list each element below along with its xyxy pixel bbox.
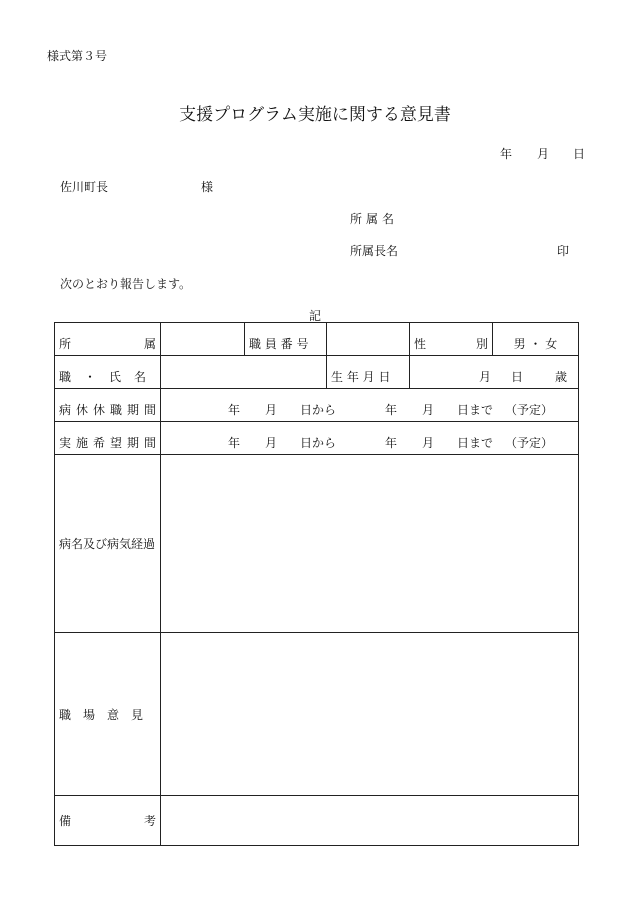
illness-label: 病名及び病気経過: [59, 537, 156, 551]
workplace-opinion-field[interactable]: [161, 633, 579, 796]
document-title: 支援プログラム実施に関する意見書: [179, 105, 451, 125]
program-period-label: 実施希望期間: [59, 436, 156, 450]
birthdate-label-cell: [327, 356, 410, 389]
row-illness: [55, 455, 579, 633]
birth-month-label: 月: [479, 370, 492, 384]
sex-options: 男 ・ 女: [513, 337, 558, 351]
row-remarks: [55, 796, 579, 846]
department-label: 所属名: [350, 212, 399, 226]
birthdate-field[interactable]: [410, 356, 579, 389]
program-from-month: 月: [265, 436, 278, 450]
row-name: [55, 356, 579, 389]
age-unit-label: 歳: [555, 370, 568, 384]
name-field[interactable]: [161, 356, 327, 389]
row-program-period: [55, 422, 579, 455]
name-label: 職・氏名: [59, 370, 146, 384]
affiliation-field[interactable]: [161, 323, 245, 356]
remarks-label: 備考: [59, 814, 156, 828]
employee-number-field[interactable]: [327, 323, 410, 356]
affiliation-label-cell: [55, 323, 161, 356]
leave-from-year: 年: [228, 403, 241, 417]
form-number: 様式第３号: [47, 49, 108, 63]
ki-heading: 記: [308, 309, 321, 323]
workplace-label-cell: [55, 633, 161, 796]
leave-planned-note: （予定）: [505, 403, 554, 417]
program-planned-note: （予定）: [505, 436, 554, 450]
illness-field[interactable]: [161, 455, 579, 633]
employee-number-label: 職 員 番 号: [249, 337, 309, 351]
leave-to-day: 日まで: [457, 403, 494, 417]
sex-label: 性別: [414, 337, 488, 351]
leave-period-field[interactable]: [161, 389, 579, 422]
program-from-year: 年: [228, 436, 241, 450]
workplace-opinion-label: 職 場 意 見: [59, 707, 144, 722]
birth-day-label: 日: [511, 370, 524, 384]
honorific: 様: [201, 180, 214, 194]
leave-from-day: 日から: [300, 403, 337, 417]
program-label-cell: [55, 422, 161, 455]
sex-label-cell: [410, 323, 493, 356]
date-month-label: 月: [537, 147, 550, 161]
seal-mark: 印: [557, 244, 570, 258]
program-to-year: 年: [385, 436, 398, 450]
leave-label-cell: [55, 389, 161, 422]
program-from-day: 日から: [300, 436, 337, 450]
leave-period-label: 病休休職期間: [59, 403, 156, 417]
row-workplace-opinion: [55, 633, 579, 796]
intro-text: 次のとおり報告します。: [60, 277, 192, 291]
sex-options-field[interactable]: [493, 323, 579, 356]
program-to-day: 日まで: [457, 436, 494, 450]
leave-to-month: 月: [422, 403, 435, 417]
department-head-label: 所属長名: [350, 244, 399, 258]
leave-from-month: 月: [265, 403, 278, 417]
remarks-label-cell: [55, 796, 161, 846]
row-affiliation: [55, 323, 579, 356]
affiliation-label: 所属: [59, 337, 156, 351]
remarks-field[interactable]: [161, 796, 579, 846]
birthdate-label: 生 年 月 日: [331, 370, 391, 384]
row-leave-period: [55, 389, 579, 422]
employee-number-label-cell: [245, 323, 327, 356]
addressee: 佐川町長: [60, 180, 109, 194]
program-period-field[interactable]: [161, 422, 579, 455]
opinion-form-table: [54, 322, 579, 846]
date-day-label: 日: [573, 147, 586, 161]
program-to-month: 月: [422, 436, 435, 450]
name-label-cell: [55, 356, 161, 389]
leave-to-year: 年: [385, 403, 398, 417]
illness-label-cell: [55, 455, 161, 633]
date-year-label: 年: [500, 147, 513, 161]
